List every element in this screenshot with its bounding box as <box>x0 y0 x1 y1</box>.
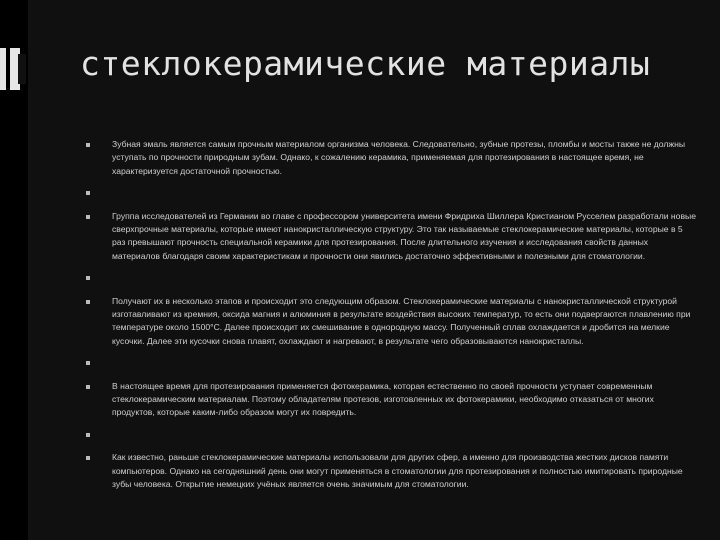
list-item-empty <box>84 271 696 284</box>
list-item <box>84 138 696 178</box>
list-item <box>84 210 696 264</box>
bullet-icon <box>86 191 90 195</box>
bullet-icon <box>86 361 90 365</box>
list-item-empty <box>84 356 696 369</box>
slide-title: стеклокерамические материалы <box>80 44 651 83</box>
list-item-empty <box>84 186 696 199</box>
title-accent-gap <box>18 54 26 84</box>
title-accent-bar-outer <box>0 48 6 90</box>
bullet-icon <box>86 433 90 437</box>
bullet-icon <box>86 215 90 219</box>
list-item-text: Как известно, раньше стеклокерамические материалы использовали для других сфер, а именно для производства жестких дисков памяти компьютеров. Однако на сегодняшний день они могут применяться в стоматологии для протезирования и полностью имитировать природные зубы человека. Открытие немецких учёных является очень значимым для стоматологии. <box>112 452 683 490</box>
list-item-text: Получают их в несколько этапов и происходит это следующим образом. Стеклокерамические материалы с нанокристаллической структурой изготавливают из кремния, оксида магния и алюминия в результате воздействия высоких температур, то есть они подвергаются плавлению при температуре около 1500°C. Далее происходит их смешивание в однородную массу. Полученный сплав охлаждается и дробится на мелкие кусочки. Далее эти кусочки снова плавят, охлаждают и нагревают, в результате чего образовываются нанокристаллы. <box>112 295 691 346</box>
bullet-icon <box>86 456 90 460</box>
bullet-icon <box>86 143 90 147</box>
bullet-icon <box>86 276 90 280</box>
list-item-text: Группа исследователей из Германии во главе с профессором университета имени Фридриха Шиллера Кристианом Русселем разработали новые сверхпрочные материалы, которые имеют нанокристаллическую структуру. Это так называемые стеклокерамические материалы, которые в 5 раз превышают прочность специальной керамики для протезирования. После длительного изучения и исследования свойств данных материалов благодаря своим характеристикам и прочности они явились достаточно эффективными и полезными для стоматологии. <box>112 210 696 261</box>
list-item-empty <box>84 428 696 441</box>
list-item <box>84 295 696 349</box>
list-item <box>84 380 696 420</box>
list-item-text: Зубная эмаль является самым прочным материалом организма человека. Следовательно, зубные протезы, пломбы и мосты также не должны уступать по прочности природным зубам. Однако, к сожалению керамика, применяемая для протезирования в настоящее время, не характеризуется достаточной прочностью. <box>112 139 686 176</box>
bullet-icon <box>86 300 90 304</box>
list-item-text: В настоящее время для протезирования применяется фотокерамика, которая естественно по своей прочности уступает современным стеклокерамическим материалам. Поэтому обладателям протезов, изготовленных их фотокерамики, необходимо отказаться от многих продуктов, которые каким-либо образом могут их повредить. <box>112 380 654 418</box>
bullet-list <box>84 138 696 494</box>
bullet-icon <box>86 385 90 389</box>
list-item <box>84 451 696 491</box>
